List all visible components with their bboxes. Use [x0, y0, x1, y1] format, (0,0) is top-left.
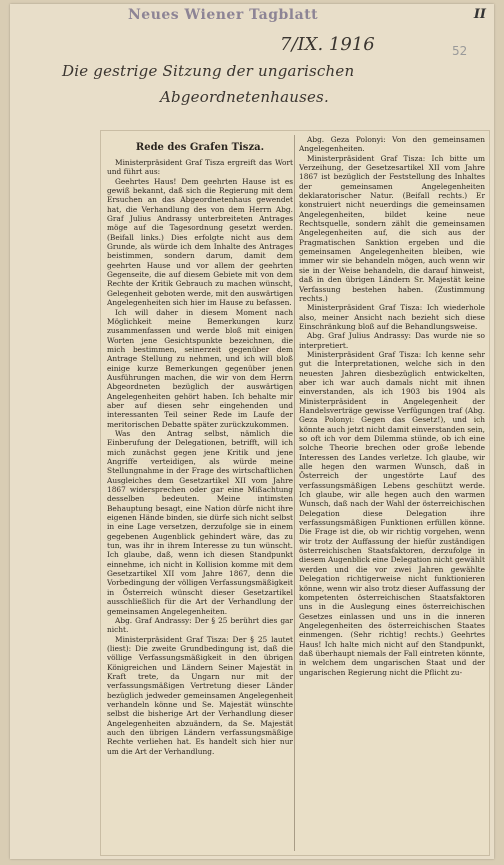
right-column [299, 135, 485, 853]
paragraph: Ich will daher in diesem Moment nach Möglichkeit meine Bemerkungen kurz zusammenfassen und werde bloß mit einigen Worten jene Gesichtspunkte bezeichnen, die mich bestimmen, seinerzeit gegenüber dem Antrage Stellung zu nehmen, und ich will bloß einige kurze Bemerkungen gegenüber jenen Ausführungen machen, die wir von dem Herrn Abgeordneten bezüglich der auswärtigen Angelegenheiten gehört haben. Ich behalte mir aber auf diesen sehr eingehenden und interessanten Teil seiner Rede im Laufe der meritorischen Debatte später zurückzukommen. [107, 307, 293, 429]
left-column [107, 135, 293, 853]
paragraph: Abg. Graf Julius Andrassy: Das wurde nie so interpretiert. [299, 331, 485, 350]
corner-number: 52 [452, 44, 468, 58]
paragraph: Abg. Geza Polonyi: Von den gemeinsamen Angelegenheiten. [299, 135, 485, 154]
paragraph: Ministerpräsident Graf Tisza: Ich bitte um Verzeihung, der Gesetzesartikel XII vom Jahre 1867 ist bezüglich der Feststellung des Inhaltes der gemeinsamen Angelegenheiten deklaratorischer Natur. (Beifall rechts.) Er konstruiert nicht neuerdings die gemeinsamen Angelegenheiten, bildet keine neue Rechtsquelle, sondern zählt die gemeinsamen Angelegenheiten auf, die sich aus der Pragmatischen Sanktion ergeben und die gemeinsamen Angelegenheiten bleiben, wie immer wir sie behandeln mögen, auch wenn wir sie in der Weise behandeln, die darauf hinweist, daß in den übrigen Ländern Sr. Majestät keine Verfassung bestehen haben. (Zustimmung rechts.) [299, 153, 485, 303]
paragraph: Was den Antrag selbst, nämlich die Einberufung der Delegationen, betrifft, will ich mich zunächst gegen jene Kritik und jene Angriffe verteidigen, als würde meine Stellungnahme in der Frage des wirtschaftlichen Ausgleiches dem Gesetzartikel XII vom Jahre 1867 widersprechen oder gar eine Mißachtung desselben bedeuten. Meine intimsten Behauptung besagt, eine Nation dürfe nicht ihre eigenen Hände binden, sie dürfe sich nicht selbst in eine Lage versetzen, derzufolge sie in einem gegebenen Augenblick gehindert wäre, das zu tun, was ihr in ihrem Interesse zu tun wünscht. Ich glaube, daß, wenn ich diesen Standpunkt einnehme, ich nicht in Kollision komme mit dem Gesetzartikel XII vom Jahre 1867, denn die Vorbedingung der völligen Verfassungsmäßigkeit in Österreich wünscht dieser Gesetzartikel ausschließlich für die Art der Verhandlung der gemeinsamen Angelegenheiten. [107, 428, 293, 616]
article-headline: Rede des Grafen Tisza. [135, 142, 265, 153]
handwritten-title-line-1: Die gestrige Sitzung der ungarischen [62, 62, 355, 80]
newspaper-clipping [100, 130, 490, 856]
handwritten-date: 7/IX. 1916 [280, 34, 375, 55]
newspaper-stamp: Neues Wiener Tagblatt [128, 7, 319, 23]
paragraph: Ministerpräsident Graf Tisza: Der § 25 lautet (liest): Die zweite Grundbedingung ist, daß die völlige Verfassungsmäßigkeit in den übrigen Königreichen und Ländern Seiner Majestät in Kraft trete, da Ungarn nur mit der verfassungsmäßigen Vertretung dieser Länder bezüglich jedweder gemeinsamen Angelegenheit verhandeln könne und Se. Majestät wünschte selbst die bisherige Art der Verhandlung dieser Angelegenheiten abzuändern, da Se. Majestät auch den übrigen Ländern verfassungsmäßige Rechte verliehen hat. Es handelt sich hier nur um die Art der Verhandlung. [107, 634, 293, 756]
paragraph: Abg. Graf Andrassy: Der § 25 berührt dies gar nicht. [107, 615, 293, 635]
paragraph: Geehrtes Haus! Dem geehrten Hause ist es gewiß bekannt, daß sich die Regierung mit dem Ersuchen an das Abgeordnetenhaus gewendet hat, die Verhandlung des von dem Herrn Abg. Graf Julius Andrassy unterbreiteten Antrages möge auf die Tagesordnung gesetzt werden. (Beifall links.) Dies erfolgte nicht aus dem Grunde, als würde ich dem Inhalte des Antrages beistimmen, sondern darum, damit dem geehrten Hause und vor allem der geehrten Gegenseite, die auf diesem Gebiete mit von dem Rechte der Kritik Gebrauch zu machen wünscht, Gelegenheit geboten werde, mit den auswärtigen Angelegenheiten sich hier im Hause zu befassen. [107, 176, 293, 308]
paragraph: Ministerpräsident Graf Tisza: Ich wiederhole also, meiner Ansicht nach bezieht sich diese Einschränkung bloß auf die Behandlungsweise. [299, 303, 485, 331]
header [10, 4, 494, 32]
column-divider [294, 135, 295, 851]
handwritten-title-line-2: Abgeordnetenhauses. [160, 88, 329, 106]
clipping-page [10, 4, 494, 859]
paragraph: Ministerpräsident Graf Tisza: Ich kenne sehr gut die Interpretationen, welche sich in den neuesten Jahren diesbezüglich entwickelten, aber ich war auch damals nicht mit ihnen einverstanden, als ich 1903 bis 1904 als Ministerpräsident in Angelegenheit der Handelsverträge gewisse Verfügungen traf (Abg. Geza Polonyi: Gegen das Gesetz!), und ich könnte auch jetzt nicht damit einverstanden sein, so oft ich vor dem Dilemma stünde, ob ich eine solche Theorie brechen oder große lebende Interessen des Landes verletze. Ich glaube, wir alle hegen den warmen Wunsch, daß in Österreich der ungestörte Lauf des verfassungsmäßigen Lebens geschützt werde. Ich glaube, wir alle hegen auch den warmen Wunsch, daß nach der Wahl der österreichischen Delegation diese Delegation ihre verfassungsmäßigen Funktionen erfüllen könne. Die Frage ist die, ob wir richtig vorgehen, wenn wir trotz der Auffassung der hiefür zuständigen österreichischen Staatsfaktoren, derzufolge in diesem Augenblick eine Delegation nicht gewählt werden und die vor zwei Jahren gewählte Delegation richtigerweise nicht funktionieren könne, wenn wir also trotz dieser Auffassung der kompetenten österreichischen Staatsfaktoren uns in die Auslegung eines österreichischen Gesetzes einlassen und uns in die inneren Angelegenheiten des österreichischen Staates einmengen. (Sehr richtig! rechts.) Geehrtes Haus! Ich halte mich nicht auf den Standpunkt, daß überhaupt niemals der Fall eintreten könnte, in welchem dem ungarischen Staat und der ungarischen Regierung nicht die Pflicht zu- [299, 349, 485, 677]
paragraph: Ministerpräsident Graf Tisza ergreift das Wort und führt aus: [107, 158, 293, 177]
page-number: II [473, 7, 486, 22]
